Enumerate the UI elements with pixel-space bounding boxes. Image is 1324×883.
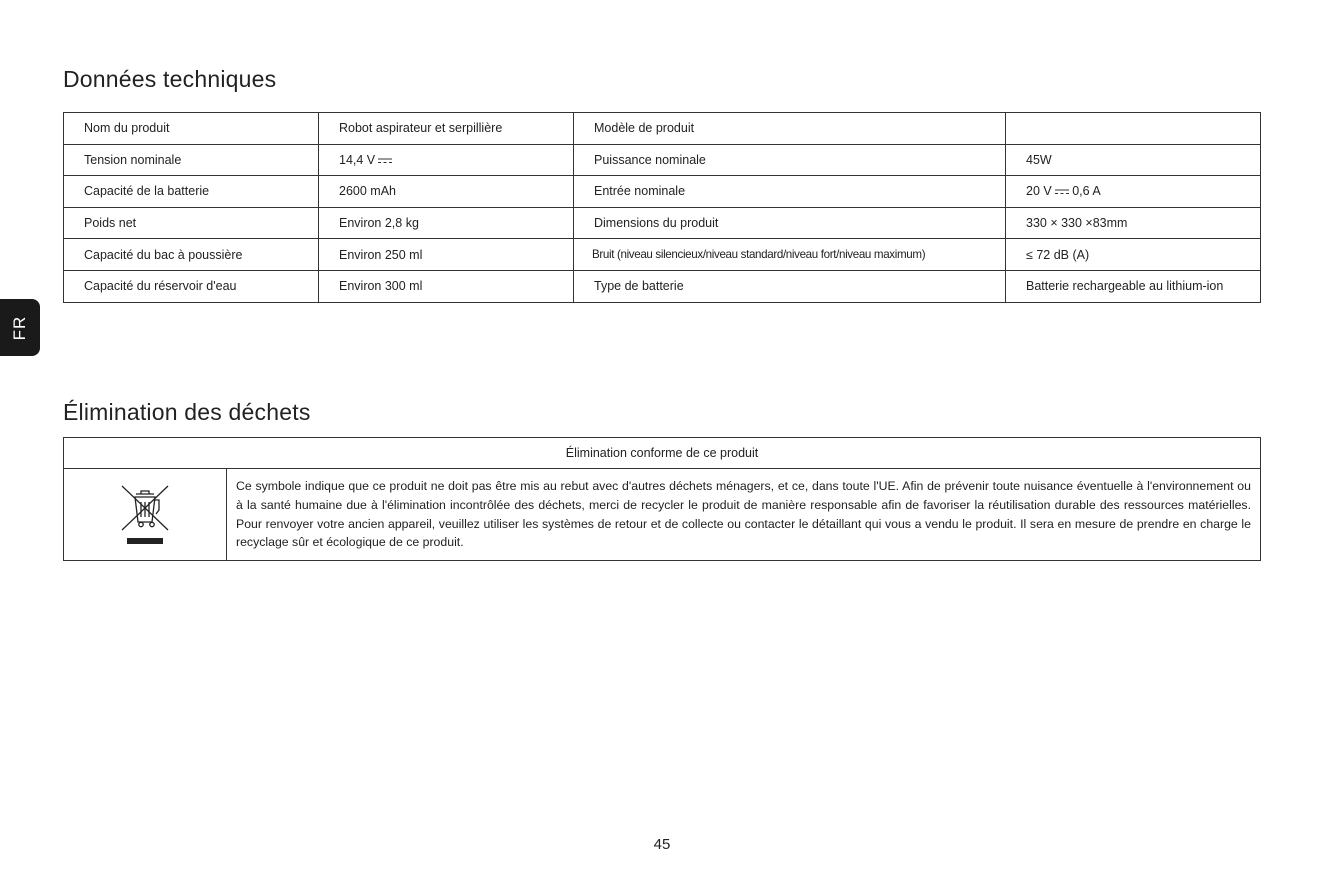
spec-value-text: 14,4 V	[339, 152, 376, 167]
language-tab-label: FR	[10, 315, 29, 340]
specs-heading: Données techniques	[63, 66, 277, 92]
spec-label: Puissance nominale	[574, 144, 1006, 176]
specs-table	[63, 112, 1261, 303]
spec-value: Batterie rechargeable au lithium-ion	[1006, 270, 1261, 302]
spec-value	[1006, 113, 1261, 145]
spec-label: Capacité de la batterie	[64, 176, 319, 208]
spec-value: Environ 250 ml	[319, 239, 574, 271]
spec-label: Dimensions du produit	[574, 207, 1006, 239]
weee-symbol-cell	[64, 469, 227, 561]
table-row	[64, 239, 1261, 271]
spec-label: Capacité du bac à poussière	[64, 239, 319, 271]
spec-value-text: 20 V	[1026, 184, 1052, 199]
spec-label: Modèle de produit	[574, 113, 1006, 145]
spec-value: Environ 2,8 kg	[319, 207, 574, 239]
page-number: 45	[653, 836, 671, 853]
table-row	[64, 113, 1261, 145]
spec-value-current: 0,6 A	[1072, 184, 1101, 199]
spec-value: ≤ 72 dB (A)	[1006, 239, 1261, 271]
disposal-table	[63, 437, 1261, 561]
spec-value	[319, 144, 574, 176]
spec-label: Poids net	[64, 207, 319, 239]
spec-label: Capacité du réservoir d'eau	[64, 270, 319, 302]
spec-value: 45W	[1006, 144, 1261, 176]
table-row	[64, 270, 1261, 302]
table-row	[64, 207, 1261, 239]
disposal-table-header: Élimination conforme de ce produit	[64, 438, 1261, 469]
language-tab	[0, 299, 40, 356]
direct-current-icon	[378, 158, 392, 164]
spec-value: 2600 mAh	[319, 176, 574, 208]
table-row	[64, 469, 1261, 561]
crossed-out-wheelie-bin-icon	[119, 484, 171, 546]
spec-value	[1006, 176, 1261, 208]
spec-value: Environ 300 ml	[319, 270, 574, 302]
spec-label: Type de batterie	[574, 270, 1006, 302]
spec-value: Robot aspirateur et serpillière	[319, 113, 574, 145]
spec-label: Nom du produit	[64, 113, 319, 145]
table-row	[64, 144, 1261, 176]
spec-value: 330 × 330 ×83mm	[1006, 207, 1261, 239]
table-row	[64, 438, 1261, 469]
table-row	[64, 176, 1261, 208]
disposal-text: Ce symbole indique que ce produit ne doit pas être mis au rebut avec d'autres déchets ménagers, et ce, dans toute l'UE. Afin de prévenir toute nuisance éventuelle à l'environnement ou à la santé humaine due à l'élimination incontrôlée des déchets, merci de recycler le produit de manière responsable afin de favoriser la réutilisation durable des ressources matérielles. Pour renvoyer votre ancien appareil, veuillez utiliser les systèmes de retour et de collecte ou contacter le détaillant qui vous a vendu le produit. Il sera en mesure de prendre en charge le recyclage sûr et écologique de ce produit.	[227, 469, 1261, 561]
spec-label: Bruit (niveau silencieux/niveau standard/niveau fort/niveau maximum)	[574, 239, 1006, 271]
spec-label: Tension nominale	[64, 144, 319, 176]
direct-current-icon	[1055, 189, 1069, 195]
spec-label: Entrée nominale	[574, 176, 1006, 208]
disposal-heading: Élimination des déchets	[63, 399, 311, 425]
